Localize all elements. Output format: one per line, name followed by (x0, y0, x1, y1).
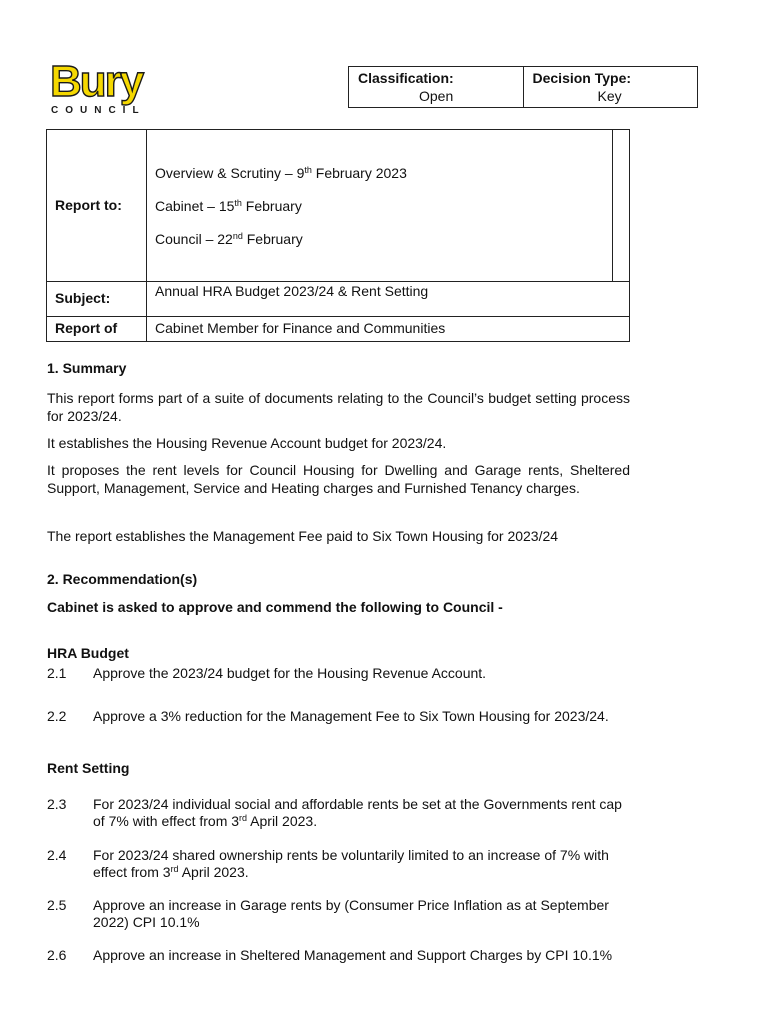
recommendation-item: Approve an increase in Garage rents by (Consumer Price Inflation as at September 2022) CPI 10.1% (93, 897, 609, 930)
table-divider (46, 316, 630, 317)
summary-paragraph: It proposes the rent levels for Council Housing for Dwelling and Garage rents, Sheltered Support, Management, Service and Heating charges and Furnished Tenancy charges. (47, 462, 630, 496)
report-of-value: Cabinet Member for Finance and Communities (155, 320, 446, 336)
recommendation-item: Approve an increase in Sheltered Management and Support Charges by CPI 10.1% (93, 947, 613, 963)
decision-type-cell (523, 67, 698, 107)
item-number: 2.6 (47, 947, 67, 963)
recommendation-item: For 2023/24 individual social and affordable rents be set at the Governments rent cap of 7% with effect from 3rd April 2023. (93, 796, 622, 829)
decision-type-label: Decision Type: (532, 70, 632, 86)
summary-paragraph: The report establishes the Management Fee paid to Six Town Housing for 2023/24 (47, 528, 559, 544)
subject-label: Subject: (55, 290, 111, 306)
table-divider (146, 129, 147, 342)
logo-subtitle: COUNCIL (51, 105, 146, 116)
classification-box (348, 66, 698, 108)
bury-council-logo (48, 58, 178, 116)
recommendation-item: Approve a 3% reduction for the Management Fee to Six Town Housing for 2023/24. (93, 708, 609, 724)
subject-value: Annual HRA Budget 2023/24 & Rent Setting (155, 283, 429, 299)
item-number: 2.5 (47, 897, 67, 913)
report-table (46, 129, 630, 342)
report-of-label: Report of (55, 320, 118, 336)
logo-word: Bury (50, 58, 143, 106)
classification-value: Open (419, 88, 454, 104)
bury-council-logo-graphic (48, 58, 178, 116)
recommendations-intro: Cabinet is asked to approve and commend the following to Council - (47, 599, 503, 615)
item-number: 2.4 (47, 847, 67, 863)
meeting-line: Council – 22nd February (155, 231, 303, 247)
item-number: 2.1 (47, 665, 67, 681)
summary-paragraph: It establishes the Housing Revenue Account budget for 2023/24. (47, 435, 447, 451)
decision-type-value: Key (597, 88, 622, 104)
meeting-line: Overview & Scrutiny – 9th February 2023 (155, 165, 407, 181)
recommendation-item: For 2023/24 shared ownership rents be voluntarily limited to an increase of 7% with effect from 3rd April 2023. (93, 847, 609, 880)
item-number: 2.2 (47, 708, 67, 724)
table-divider (612, 129, 613, 281)
summary-paragraph: This report forms part of a suite of documents relating to the Council’s budget setting process for 2023/24. (47, 390, 630, 424)
classification-label: Classification: (358, 70, 454, 86)
item-number: 2.3 (47, 796, 67, 812)
hra-budget-heading: HRA Budget (47, 645, 129, 661)
summary-heading: 1. Summary (47, 360, 127, 376)
classification-cell (349, 67, 523, 107)
meeting-line: Cabinet – 15th February (155, 198, 302, 214)
table-divider (46, 281, 630, 282)
report-to-label: Report to: (55, 197, 122, 213)
recommendation-item: Approve the 2023/24 budget for the Housing Revenue Account. (93, 665, 487, 681)
rent-setting-heading: Rent Setting (47, 760, 130, 776)
recommendations-heading: 2. Recommendation(s) (47, 571, 198, 587)
